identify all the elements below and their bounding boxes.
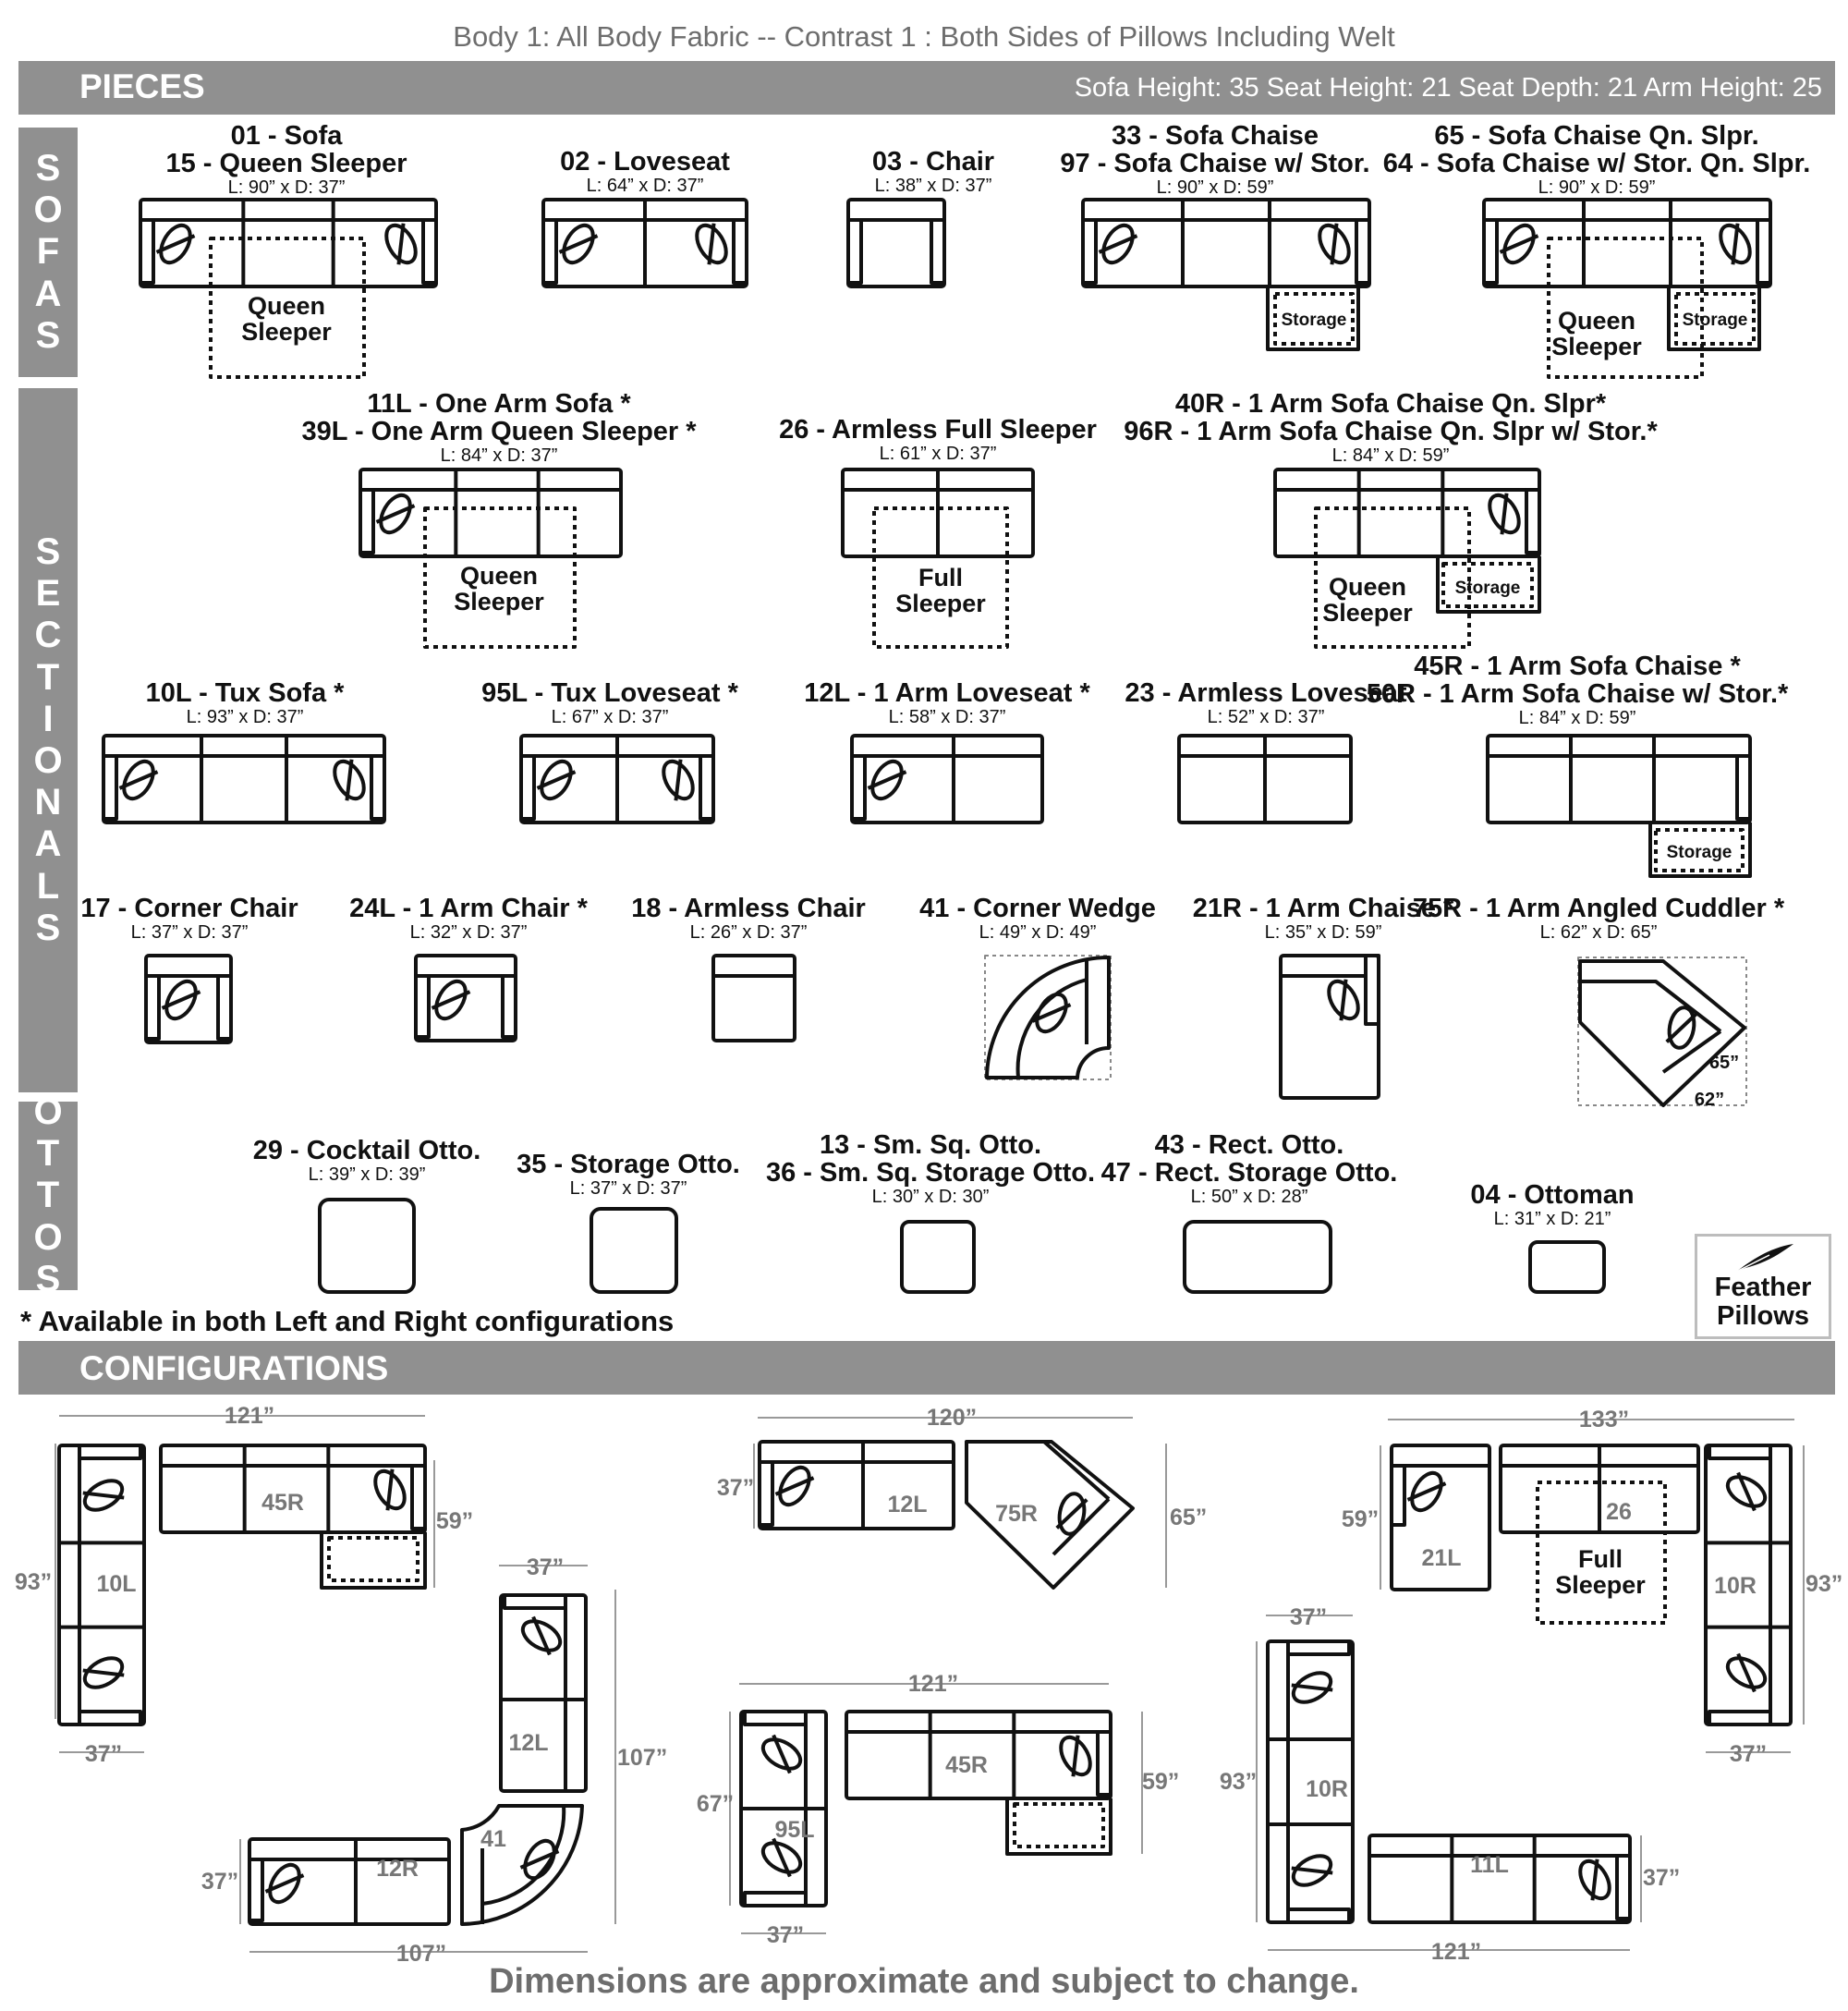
tab-letter: A bbox=[34, 273, 62, 314]
piece-tag: 21L bbox=[1421, 1545, 1462, 1571]
dimension-label: 107” bbox=[395, 1941, 447, 1967]
dimension-label: 37” bbox=[716, 1475, 755, 1501]
sleeper-label: Queen bbox=[1557, 307, 1636, 335]
arm-outline bbox=[931, 220, 944, 283]
tab-letter: F bbox=[36, 231, 60, 273]
arm-outline bbox=[745, 1893, 806, 1906]
tab-letter: T bbox=[36, 1175, 60, 1216]
sleeper-label: Full bbox=[1578, 1545, 1623, 1573]
cuddler-outline bbox=[967, 1442, 1133, 1588]
piece-name: 13 - Sm. Sq. Otto. 36 - Sm. Sq. Storage Otto. bbox=[765, 1130, 1096, 1188]
arm-outline bbox=[249, 1859, 262, 1920]
tab-letter: O bbox=[33, 1091, 63, 1133]
tab-letter: O bbox=[33, 189, 63, 231]
piece-dimensions: L: 90” x D: 59” bbox=[1538, 177, 1656, 198]
sleeper-label: Queen bbox=[459, 562, 539, 590]
dimension-label: 37” bbox=[1729, 1741, 1768, 1767]
piece-name: 18 - Armless Chair bbox=[631, 894, 866, 923]
piece-name: 41 - Corner Wedge bbox=[919, 894, 1156, 923]
piece-tag: 10R bbox=[1306, 1776, 1348, 1802]
arm-outline bbox=[79, 1445, 140, 1458]
wedge-outline bbox=[987, 957, 1109, 1078]
arm-outline bbox=[521, 756, 534, 819]
piece-tag: 12L bbox=[887, 1492, 928, 1517]
storage-label: Storage bbox=[1281, 311, 1347, 330]
sleeper-label: Sleeper bbox=[1555, 1571, 1646, 1599]
dimension-label: 120” bbox=[926, 1405, 978, 1431]
piece-tag: 12R bbox=[376, 1856, 419, 1882]
pillow-seam bbox=[386, 224, 416, 264]
configurations-title: CONFIGURATIONS bbox=[79, 1349, 389, 1387]
tab-letter: A bbox=[34, 823, 62, 865]
feather-pillows-badge bbox=[1695, 1234, 1831, 1339]
cuddler-dim-label: 62” bbox=[1694, 1090, 1725, 1110]
piece-dimensions: L: 84” x D: 59” bbox=[1518, 708, 1636, 728]
pillow-seam bbox=[83, 1481, 124, 1510]
arm-outline bbox=[1288, 1641, 1349, 1654]
arm-outline bbox=[734, 220, 747, 283]
availability-note: * Available in both Left and Right configurations bbox=[20, 1305, 675, 1337]
tab-letter: C bbox=[34, 615, 62, 656]
arm-outline bbox=[79, 1712, 140, 1725]
arm-outline bbox=[1392, 1466, 1404, 1525]
arm-outline bbox=[848, 220, 861, 283]
pillow-seam bbox=[697, 224, 726, 264]
storage-outline bbox=[1015, 1804, 1103, 1846]
arm-outline bbox=[505, 1595, 565, 1608]
piece-dimensions: L: 90” x D: 37” bbox=[227, 177, 346, 198]
disclaimer-footer: Dimensions are approximate and subject to change. bbox=[489, 1962, 1359, 2001]
storage-label: Storage bbox=[1666, 843, 1732, 862]
piece-name: 24L - 1 Arm Chair * bbox=[349, 894, 588, 923]
arm-outline bbox=[503, 976, 516, 1037]
pillow-seam bbox=[1489, 494, 1519, 534]
sleeper-label: Sleeper bbox=[454, 588, 544, 615]
cuddler-dim-label: 65” bbox=[1708, 1053, 1740, 1073]
arm-outline bbox=[1356, 220, 1369, 283]
dimension-label: 37” bbox=[1643, 1865, 1681, 1891]
piece-dimensions: L: 32” x D: 37” bbox=[409, 922, 528, 943]
ottoman-outline bbox=[1185, 1222, 1331, 1292]
dimension-label: 121” bbox=[224, 1403, 275, 1429]
arm-outline bbox=[852, 756, 865, 819]
piece-name: 02 - Loveseat bbox=[560, 147, 730, 177]
piece-name: 10L - Tux Sofa * bbox=[145, 678, 345, 708]
pillow-seam bbox=[1720, 224, 1750, 264]
pillow-seam bbox=[1292, 1856, 1332, 1885]
sofa-outline bbox=[852, 736, 1042, 823]
dimension-label: 67” bbox=[696, 1791, 735, 1817]
piece-dimensions: L: 38” x D: 37” bbox=[874, 176, 992, 196]
piece-name: 33 - Sofa Chaise 97 - Sofa Chaise w/ Stor. bbox=[1060, 121, 1370, 178]
dimension-label: 65” bbox=[1170, 1505, 1208, 1530]
cuddler-inner bbox=[1044, 1442, 1109, 1554]
arm-outline bbox=[218, 976, 231, 1039]
tab-letter: E bbox=[35, 573, 61, 615]
pillow-seam bbox=[1580, 1859, 1610, 1900]
piece-tag: 45R bbox=[945, 1752, 988, 1778]
dimension-label: 121” bbox=[1430, 1939, 1482, 1965]
tab-letter: T bbox=[36, 656, 60, 698]
arm-outline bbox=[1709, 1445, 1770, 1458]
dimension-label: 37” bbox=[1289, 1604, 1328, 1630]
sofa-outline bbox=[713, 956, 795, 1041]
pillow-seam bbox=[375, 1469, 405, 1510]
sofa-outline bbox=[1369, 1835, 1630, 1922]
piece-tag: 10L bbox=[96, 1571, 137, 1597]
tab-letter: S bbox=[35, 1258, 61, 1299]
piece-name: 11L - One Arm Sofa * 39L - One Arm Queen Sleeper * bbox=[301, 389, 697, 446]
sofa-outline bbox=[140, 200, 436, 286]
piece-name: 95L - Tux Loveseat * bbox=[481, 678, 738, 708]
arm-outline bbox=[1709, 1712, 1770, 1725]
piece-name: 17 - Corner Chair bbox=[80, 894, 298, 923]
piece-name: 65 - Sofa Chaise Qn. Slpr. 64 - Sofa Chaise w/ Stor. Qn. Slpr. bbox=[1382, 121, 1811, 178]
arm-outline bbox=[371, 756, 384, 819]
arm-outline bbox=[1484, 220, 1497, 283]
storage-outline bbox=[329, 1538, 418, 1580]
arm-outline bbox=[760, 1462, 772, 1525]
piece-dimensions: L: 58” x D: 37” bbox=[888, 707, 1006, 727]
arm-outline bbox=[140, 220, 153, 283]
dimension-label: 59” bbox=[1142, 1769, 1180, 1795]
piece-name: 43 - Rect. Otto. 47 - Rect. Storage Otto. bbox=[1100, 1130, 1398, 1188]
arm-outline bbox=[412, 1466, 425, 1529]
piece-name: 23 - Armless Loveseat bbox=[1125, 678, 1407, 708]
pillow-seam bbox=[1061, 1736, 1090, 1776]
piece-dimensions: L: 64” x D: 37” bbox=[586, 176, 704, 196]
storage-label: Storage bbox=[1454, 579, 1521, 598]
wedge-inner bbox=[1018, 961, 1087, 1078]
piece-name: 29 - Cocktail Otto. bbox=[252, 1136, 481, 1165]
tab-letter: N bbox=[34, 782, 62, 823]
piece-dimensions: L: 26” x D: 37” bbox=[689, 922, 808, 943]
piece-name: 04 - Ottoman bbox=[1470, 1180, 1635, 1210]
tab-letter: O bbox=[33, 740, 63, 781]
piece-tag: 75R bbox=[995, 1501, 1038, 1527]
dimension-label: 59” bbox=[1341, 1506, 1380, 1532]
dimension-label: 93” bbox=[1219, 1769, 1258, 1795]
sofa-outline bbox=[1484, 200, 1770, 286]
piece-tag: 11L bbox=[1470, 1852, 1509, 1878]
piece-dimensions: L: 61” x D: 37” bbox=[879, 444, 997, 464]
arm-outline bbox=[1366, 956, 1379, 1024]
sleeper-label: Queen bbox=[247, 292, 326, 320]
arm-outline bbox=[423, 220, 436, 283]
tab-letter: O bbox=[33, 1216, 63, 1258]
piece-dimensions: L: 35” x D: 59” bbox=[1264, 922, 1382, 943]
piece-name: 21R - 1 Arm Chaise * bbox=[1192, 894, 1454, 923]
piece-tag: 41 bbox=[480, 1826, 506, 1852]
piece-name: 75R - 1 Arm Angled Cuddler * bbox=[1412, 894, 1785, 923]
dimension-label: 121” bbox=[907, 1671, 959, 1697]
arm-outline bbox=[1757, 220, 1770, 283]
piece-tag: 12L bbox=[508, 1730, 549, 1756]
sofa-outline bbox=[1488, 736, 1750, 823]
dimension-label: 93” bbox=[1805, 1571, 1843, 1597]
piece-name: 40R - 1 Arm Sofa Chaise Qn. Slpr* 96R - 1 Arm Sofa Chaise Qn. Slpr w/ Stor.* bbox=[1124, 389, 1658, 446]
dimension-label: 93” bbox=[14, 1569, 53, 1595]
sleeper-label: Queen bbox=[1328, 573, 1407, 601]
feather-icon bbox=[1732, 1240, 1797, 1274]
piece-tag: 95L bbox=[774, 1817, 815, 1843]
arm-outline bbox=[360, 490, 373, 553]
arm-outline bbox=[700, 756, 713, 819]
arm-outline bbox=[745, 1712, 806, 1725]
sleeper-label: Sleeper bbox=[895, 590, 986, 617]
piece-name: 12L - 1 Arm Loveseat * bbox=[804, 678, 1090, 708]
piece-dimensions: L: 39” x D: 39” bbox=[308, 1164, 426, 1185]
fabric-caption: Body 1: All Body Fabric -- Contrast 1 : Both Sides of Pillows Including Welt bbox=[453, 20, 1395, 53]
tab-letter: L bbox=[36, 865, 60, 907]
dimension-label: 107” bbox=[617, 1745, 668, 1771]
piece-dimensions: L: 62” x D: 65” bbox=[1539, 922, 1658, 943]
ottoman-outline bbox=[902, 1222, 974, 1292]
piece-tag: 26 bbox=[1606, 1499, 1632, 1525]
pillow-seam bbox=[83, 1658, 124, 1688]
piece-dimensions: L: 52” x D: 37” bbox=[1207, 707, 1325, 727]
configurations-header-bar bbox=[18, 1341, 1835, 1395]
arm-outline bbox=[543, 220, 556, 283]
arm-outline bbox=[1083, 220, 1096, 283]
piece-dimensions: L: 84” x D: 59” bbox=[1331, 445, 1450, 466]
piece-dimensions: L: 50” x D: 28” bbox=[1190, 1187, 1308, 1207]
tab-letter: S bbox=[35, 907, 61, 948]
pillow-seam bbox=[1292, 1673, 1332, 1702]
pieces-title: PIECES bbox=[79, 67, 205, 105]
sofa-outline bbox=[161, 1445, 425, 1532]
ottoman-outline bbox=[591, 1209, 676, 1292]
pillow-seam bbox=[663, 760, 693, 800]
piece-tag: 10R bbox=[1714, 1573, 1757, 1599]
piece-name: 45R - 1 Arm Sofa Chaise * 50R - 1 Arm Sofa Chaise w/ Stor.* bbox=[1366, 652, 1789, 709]
piece-dimensions: L: 93” x D: 37” bbox=[186, 707, 304, 727]
piece-name: 35 - Storage Otto. bbox=[517, 1150, 740, 1179]
arm-outline bbox=[1617, 1856, 1630, 1919]
arm-outline bbox=[416, 976, 429, 1037]
sleeper-label: Sleeper bbox=[1551, 333, 1642, 360]
tab-letter: I bbox=[43, 698, 54, 739]
sleeper-label: Sleeper bbox=[1322, 599, 1413, 627]
piece-dimensions: L: 31” x D: 21” bbox=[1493, 1209, 1611, 1229]
piece-dimensions: L: 49” x D: 49” bbox=[979, 922, 1097, 943]
dimension-label: 59” bbox=[435, 1508, 474, 1534]
piece-dimensions: L: 30” x D: 30” bbox=[871, 1187, 990, 1207]
dimension-label: 37” bbox=[201, 1869, 239, 1895]
tab-letter: S bbox=[35, 314, 61, 356]
dimension-specs: Sofa Height: 35 Seat Height: 21 Seat Depth: 21 Arm Height: 25 bbox=[1074, 73, 1822, 103]
piece-dimensions: L: 37” x D: 37” bbox=[569, 1178, 687, 1199]
pillow-seam bbox=[334, 760, 364, 800]
arm-outline bbox=[1526, 490, 1539, 553]
sofa-outline bbox=[249, 1839, 449, 1924]
sleeper-label: Full bbox=[918, 564, 963, 591]
sleeper-label: Sleeper bbox=[241, 318, 332, 346]
storage-label: Storage bbox=[1682, 311, 1748, 330]
piece-dimensions: L: 84” x D: 37” bbox=[440, 445, 558, 466]
piece-dimensions: L: 90” x D: 59” bbox=[1156, 177, 1274, 198]
arm-outline bbox=[1288, 1909, 1349, 1922]
tab-letter: T bbox=[36, 1133, 60, 1175]
tab-letter: S bbox=[35, 148, 61, 189]
piece-dimensions: L: 37” x D: 37” bbox=[130, 922, 249, 943]
dimension-label: 37” bbox=[84, 1741, 123, 1767]
dimension-label: 37” bbox=[766, 1922, 805, 1948]
sofa-outline bbox=[103, 736, 384, 823]
tab-letter: S bbox=[35, 531, 61, 573]
piece-name: 01 - Sofa 15 - Queen Sleeper bbox=[165, 121, 407, 178]
pillow-seam bbox=[1329, 980, 1358, 1020]
arm-outline bbox=[146, 976, 159, 1039]
arm-outline bbox=[1737, 756, 1750, 819]
cuddler-inner bbox=[1580, 981, 1720, 1072]
arm-outline bbox=[1098, 1732, 1111, 1795]
piece-tag: 45R bbox=[261, 1490, 304, 1516]
pillow-seam bbox=[1319, 224, 1349, 264]
piece-name: 26 - Armless Full Sleeper bbox=[779, 415, 1097, 445]
dimension-label: 37” bbox=[526, 1554, 565, 1580]
dimension-label: 133” bbox=[1578, 1407, 1630, 1432]
feather-line2: Pillows bbox=[1717, 1301, 1809, 1331]
piece-dimensions: L: 67” x D: 37” bbox=[551, 707, 669, 727]
feather-line1: Feather bbox=[1714, 1273, 1812, 1302]
ottoman-outline bbox=[1530, 1242, 1604, 1292]
arm-outline bbox=[103, 756, 116, 819]
sofa-outline bbox=[1083, 200, 1369, 286]
ottoman-outline bbox=[320, 1200, 414, 1292]
piece-name: 03 - Chair bbox=[871, 147, 995, 177]
